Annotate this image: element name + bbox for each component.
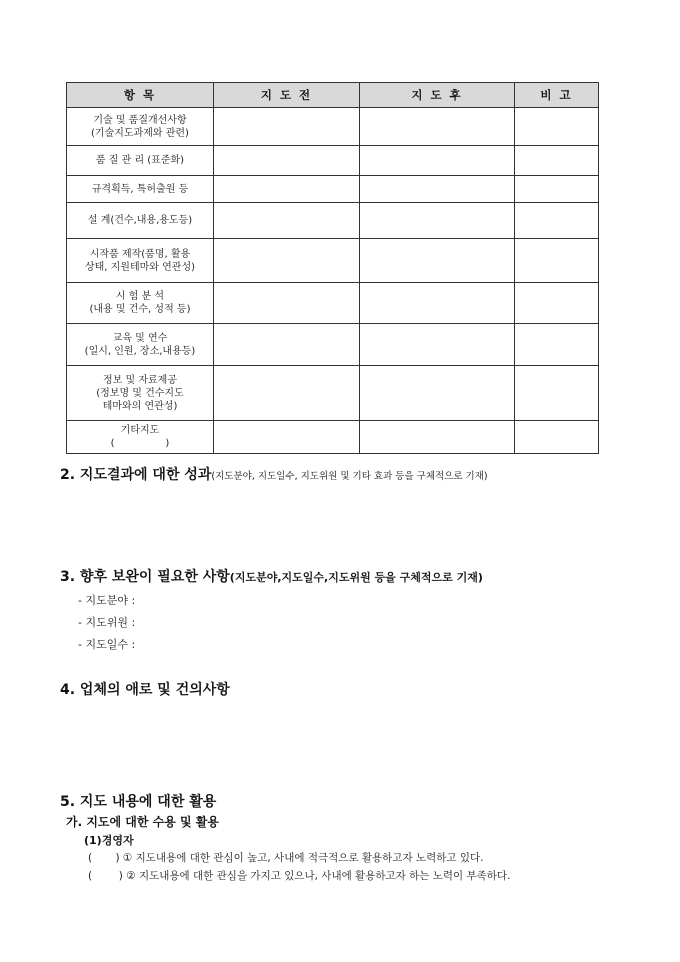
header-after: 지 도 후	[360, 83, 515, 108]
subsection-a-heading: 가. 지도에 대한 수용 및 활용	[66, 815, 219, 829]
row-label-line: (내용 및 건수, 성적 등)	[89, 304, 191, 315]
option-2[interactable]: ( ) ② 지도내용에 대한 관심을 가지고 있으나, 사내에 활용하고자 하는 노력이 부족하다.	[88, 870, 511, 882]
table-row	[67, 176, 599, 203]
row-label-line: 기술 및 품질개선사항	[93, 114, 187, 126]
header-item: 항 목	[67, 83, 214, 108]
table-row	[67, 108, 599, 146]
row-label-line: 규격획득, 특허출원 등	[91, 183, 189, 195]
row-item-label	[67, 108, 214, 146]
cell-before[interactable]	[214, 324, 360, 366]
row-item-label	[67, 283, 214, 324]
section-2-note: (지도분야, 지도일수, 지도위원 및 기타 효과 등을 구체적으로 기재)	[211, 471, 488, 482]
row-label-line: (정보명 및 건수지도	[96, 387, 184, 399]
cell-after[interactable]	[360, 421, 515, 454]
cell-remarks[interactable]	[515, 176, 599, 203]
cell-before[interactable]	[214, 283, 360, 324]
table-row	[67, 146, 599, 176]
row-label-line: 정보 및 자료제공	[103, 374, 177, 386]
section-2-heading	[60, 464, 488, 484]
cell-before[interactable]	[214, 421, 360, 454]
table-row	[67, 239, 599, 283]
row-item-label	[67, 421, 214, 454]
section-3-heading	[60, 566, 483, 586]
cell-remarks[interactable]	[515, 203, 599, 239]
cell-remarks[interactable]	[515, 239, 599, 283]
cell-after[interactable]	[360, 176, 515, 203]
table-row	[67, 421, 599, 454]
row-label-line: (기술지도과제와 관련)	[91, 127, 189, 139]
cell-after[interactable]	[360, 146, 515, 176]
cell-before[interactable]	[214, 203, 360, 239]
cell-remarks[interactable]	[515, 324, 599, 366]
cell-before[interactable]	[214, 108, 360, 146]
cell-before[interactable]	[214, 146, 360, 176]
cell-remarks[interactable]	[515, 421, 599, 454]
guidance-result-table	[66, 82, 599, 454]
section-4-heading: 4. 업체의 애로 및 건의사항	[60, 682, 230, 698]
row-label-line: 상태, 지원테마와 연관성)	[84, 261, 196, 273]
table-header-row	[67, 83, 599, 108]
table-row	[67, 203, 599, 239]
section-5-heading: 5. 지도 내용에 대한 활용	[60, 794, 217, 810]
row-label-line: 기타지도	[120, 425, 160, 436]
row-label-line: 품 질 관 리 (표준화)	[95, 155, 185, 166]
cell-remarks[interactable]	[515, 108, 599, 146]
row-item-label	[67, 324, 214, 366]
table-row	[67, 324, 599, 366]
section-3-title: 3. 향후 보완이 필요한 사항	[60, 569, 230, 585]
row-item-label	[67, 176, 214, 203]
row-item-label	[67, 146, 214, 176]
cell-remarks[interactable]	[515, 146, 599, 176]
cell-after[interactable]	[360, 108, 515, 146]
header-before: 지 도 전	[214, 83, 360, 108]
table-row	[67, 283, 599, 324]
section-3-note: (지도분야,지도일수,지도위원 등을 구체적으로 기재)	[229, 571, 483, 584]
cell-after[interactable]	[360, 324, 515, 366]
cell-remarks[interactable]	[515, 366, 599, 421]
row-label-line: 테마와의 연관성)	[102, 400, 178, 412]
row-label-line: 설 계(건수,내용,용도등)	[87, 215, 193, 226]
row-label-line: 교육 및 연수	[112, 332, 168, 344]
table-row	[67, 366, 599, 421]
cell-after[interactable]	[360, 203, 515, 239]
row-item-label	[67, 366, 214, 421]
row-item-label	[67, 203, 214, 239]
cell-after[interactable]	[360, 239, 515, 283]
option-1[interactable]: ( ) ① 지도내용에 대한 관심이 높고, 사내에 적극적으로 활용하고자 노력하고 있다.	[88, 852, 484, 864]
section-2-title: 2. 지도결과에 대한 성과	[60, 467, 212, 483]
bullet-guidance-days: - 지도일수 :	[78, 638, 136, 651]
header-remarks: 비 고	[515, 83, 599, 108]
row-item-label	[67, 239, 214, 283]
bullet-guidance-field: - 지도분야 :	[78, 594, 136, 607]
row-label-line: 시작품 제작(품명, 활용	[89, 248, 191, 260]
bullet-guidance-member: - 지도위원 :	[78, 616, 136, 629]
row-label-line: ( )	[110, 438, 170, 449]
row-label-line: (일시, 인원, 장소,내용등)	[84, 345, 196, 357]
cell-after[interactable]	[360, 366, 515, 421]
cell-after[interactable]	[360, 283, 515, 324]
row-label-line: 시 험 분 석	[115, 291, 165, 302]
cell-remarks[interactable]	[515, 283, 599, 324]
cell-before[interactable]	[214, 366, 360, 421]
cell-before[interactable]	[214, 239, 360, 283]
cell-before[interactable]	[214, 176, 360, 203]
subsection-1-heading: (1)경영자	[84, 834, 134, 847]
